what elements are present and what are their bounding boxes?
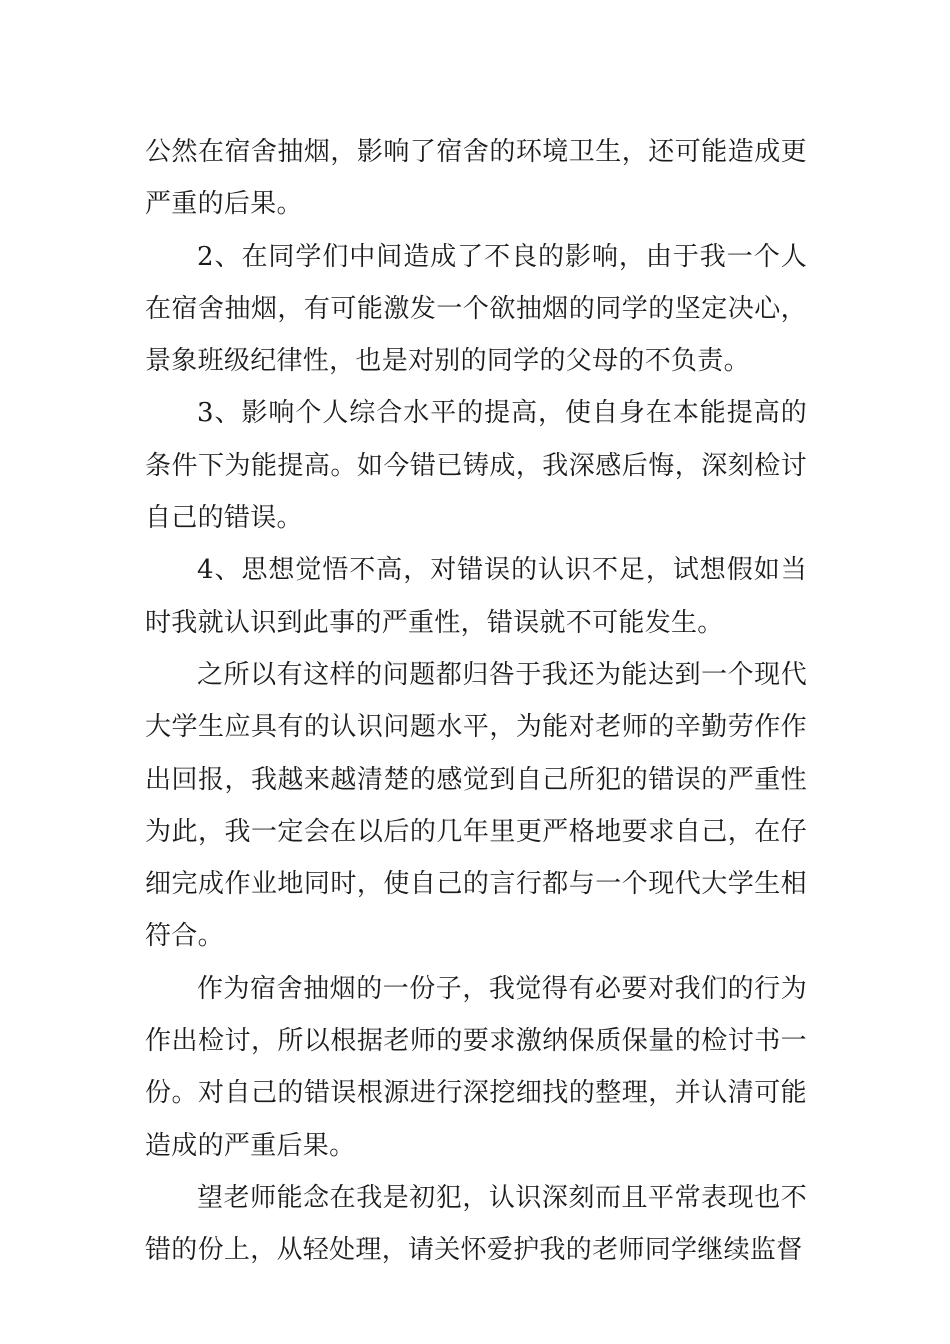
document-body [145, 126, 807, 1277]
paragraph-4: 4、思想觉悟不高，对错误的认识不足，试想假如当时我就认识到此事的严重性，错误就不可能发生。 [145, 555, 807, 638]
paragraph-1: 公然在宿舍抽烟，影响了宿舍的环境卫生，还可能造成更严重的后果。 [145, 137, 807, 220]
paragraph-7: 望老师能念在我是初犯，认识深刻而且平常表现也不错的份上，从轻处理，请关怀爱护我的老师同学继续监督 [145, 1182, 807, 1266]
paragraph-5: 之所以有这样的问题都归咎于我还为能达到一个现代大学生应具有的认识问题水平，为能对老师的辛勤劳作作出回报，我越来越清楚的感觉到自己所犯的错误的严重性为此，我一定会在以后的几年里更严格地要求自己，在仔细完成作业地同时，使自己的言行都与一个现代大学生相符合。 [145, 659, 807, 952]
paragraph-3: 3、影响个人综合水平的提高，使自身在本能提高的条件下为能提高。如今错已铸成，我深感后悔，深刻检讨自己的错误。 [145, 398, 807, 534]
paragraph-6: 作为宿舍抽烟的一份子，我觉得有必要对我们的行为作出检讨，所以根据老师的要求激纳保质保量的检讨书一份。对自己的错误根源进行深挖细找的整理，并认清可能造成的严重后果。 [145, 973, 807, 1161]
paragraph-2: 2、在同学们中间造成了不良的影响，由于我一个人在宿舍抽烟，有可能激发一个欲抽烟的同学的坚定决心，景象班级纪律性，也是对别的同学的父母的不负责。 [145, 241, 807, 377]
